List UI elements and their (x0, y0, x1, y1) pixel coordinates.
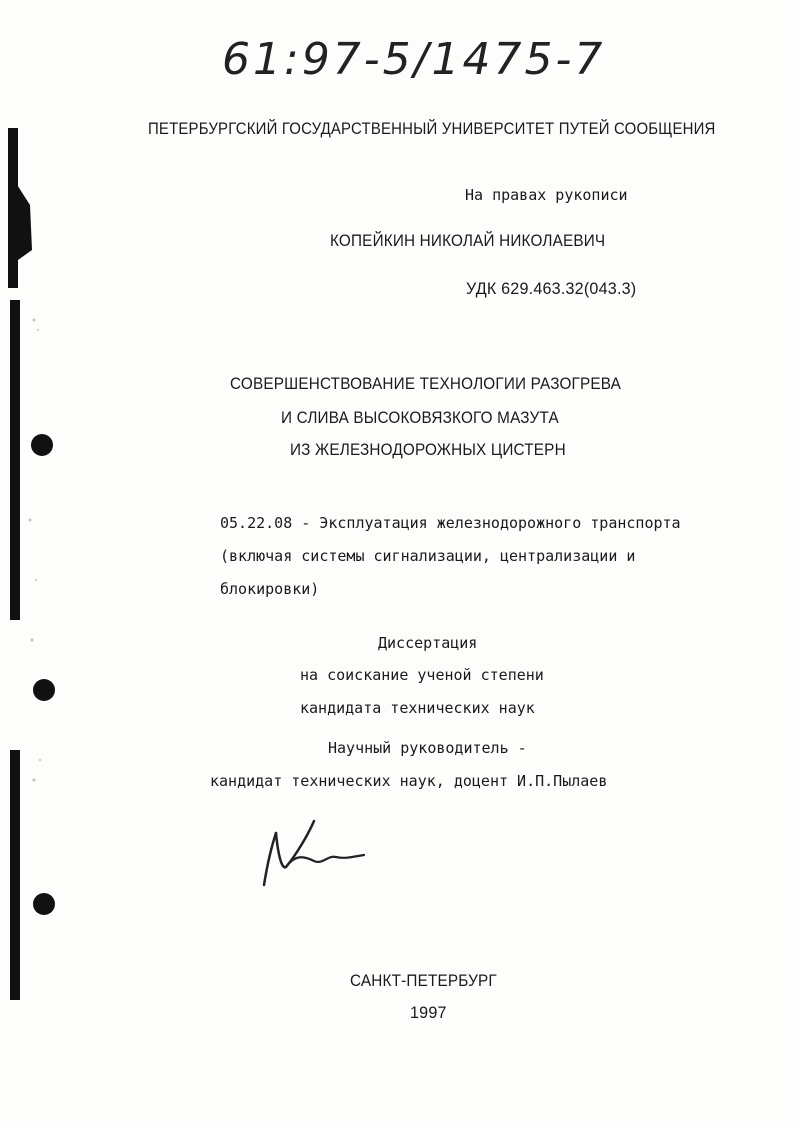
degree-line-3: кандидата технических наук (300, 699, 535, 717)
archive-number: 61:97-5/1475-7 (222, 34, 606, 85)
supervisor-line-2: кандидат технических наук, доцент И.П.Пылаев (210, 772, 608, 790)
binding-edge (0, 0, 60, 1126)
author-name: КОПЕЙКИН НИКОЛАЙ НИКОЛАЕВИЧ (330, 231, 606, 250)
punch-hole (33, 893, 55, 915)
specialty-line-2: (включая системы сигнализации, централизации и (220, 547, 636, 565)
specialty-line-1: 05.22.08 - Эксплуатация железнодорожного транспорта (220, 514, 681, 532)
binding-strip (10, 300, 20, 620)
city: САНКТ-ПЕТЕРБУРГ (350, 971, 497, 990)
university-name: ПЕТЕРБУРГСКИЙ ГОСУДАРСТВЕННЫЙ УНИВЕРСИТЕТ ПУТЕЙ СООБЩЕНИЯ (148, 119, 716, 138)
punch-hole (33, 679, 55, 701)
title-line-1: СОВЕРШЕНСТВОВАНИЕ ТЕХНОЛОГИИ РАЗОГРЕВА (230, 374, 622, 393)
degree-line-1: Диссертация (378, 634, 478, 652)
specialty-line-3: блокировки) (220, 580, 320, 598)
supervisor-signature (256, 815, 376, 895)
supervisor-line-1: Научный руководитель - (328, 739, 527, 757)
title-line-2: И СЛИВА ВЫСОКОВЯЗКОГО МАЗУТА (281, 408, 559, 427)
binding-strip (10, 750, 20, 1000)
year: 1997 (410, 1003, 447, 1022)
manuscript-rights: На правах рукописи (465, 186, 628, 204)
degree-line-2: на соискание ученой степени (300, 666, 544, 684)
udc-code: УДК 629.463.32(043.3) (466, 279, 637, 298)
punch-hole (31, 434, 53, 456)
title-line-3: ИЗ ЖЕЛЕЗНОДОРОЖНЫХ ЦИСТЕРН (290, 440, 566, 459)
